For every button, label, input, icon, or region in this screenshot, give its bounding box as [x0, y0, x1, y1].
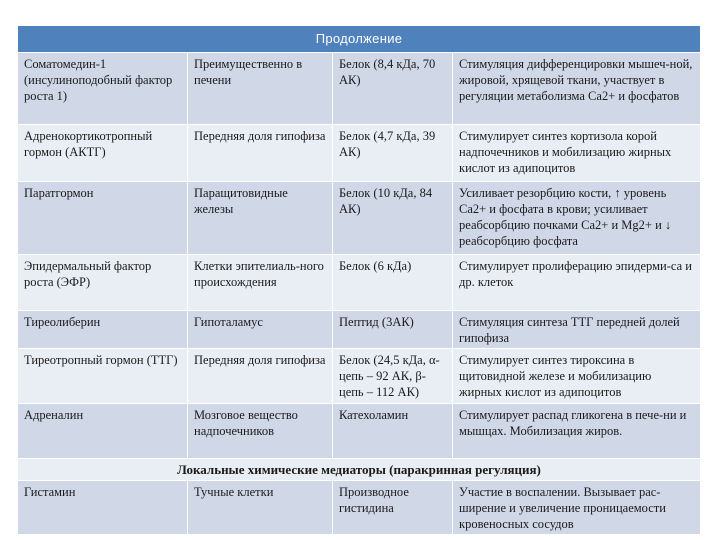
cell-structure: Производное гистидина — [333, 481, 453, 535]
cell-structure: Белок (6 кДа) — [333, 255, 453, 311]
table-row — [18, 311, 701, 349]
cell-structure: Белок (24,5 кДа, α-цепь – 92 АК, β-цепь – 112 АК) — [333, 349, 453, 404]
table-row — [18, 404, 701, 459]
cell-source: Паращитовидные железы — [188, 182, 333, 255]
cell-hormone: Тиреотропный гормон (ТТГ) — [18, 349, 188, 404]
cell-source: Передняя доля гипофиза — [188, 125, 333, 182]
table-row — [18, 182, 701, 255]
table-row — [18, 349, 701, 404]
cell-structure: Пептид (3АК) — [333, 311, 453, 349]
cell-function: Усиливает резорбцию кости, ↑ уровень Ca2+ и фосфата в крови; усиливает реабсорбцию почками Ca2+ и Mg2+ и ↓ реабсорбцию фосфата — [453, 182, 701, 255]
cell-structure: Катехоламин — [333, 404, 453, 459]
cell-hormone: Соматомедин-1 (инсулиноподобный фактор роста 1) — [18, 53, 188, 125]
hormone-table — [17, 25, 701, 535]
table-header-row — [18, 26, 701, 53]
cell-source: Гипоталамус — [188, 311, 333, 349]
cell-function: Стимулирует синтез кортизола корой надпочечников и мобилизацию жирных кислот из адипоцитов — [453, 125, 701, 182]
cell-function: Стимулирует синтез тироксина в щитовидной железе и мобилизацию жирных кислот из адипоцитов — [453, 349, 701, 404]
cell-structure: Белок (10 кДа, 84 АК) — [333, 182, 453, 255]
cell-hormone: Адреналин — [18, 404, 188, 459]
cell-hormone: Эпидермальный фактор роста (ЭФР) — [18, 255, 188, 311]
cell-structure: Белок (4,7 кДа, 39 АК) — [333, 125, 453, 182]
cell-hormone: Паратгормон — [18, 182, 188, 255]
table-row — [18, 481, 701, 535]
cell-hormone: Гистамин — [18, 481, 188, 535]
cell-function: Участие в воспалении. Вызывает рас-ширение и увеличение проницаемости кровеносных сосудов — [453, 481, 701, 535]
cell-function: Стимулирует пролиферацию эпидерми-са и др. клеток — [453, 255, 701, 311]
cell-hormone: Тиреолиберин — [18, 311, 188, 349]
cell-source: Клетки эпителиаль-ного происхождения — [188, 255, 333, 311]
cell-structure: Белок (8,4 кДа, 70 АК) — [333, 53, 453, 125]
cell-function: Стимуляция дифференцировки мышеч-ной, жировой, хрящевой ткани, участвует в регуляции метаболизма Ca2+ и фосфатов — [453, 53, 701, 125]
table-title: Продолжение — [18, 26, 701, 53]
cell-source: Передняя доля гипофиза — [188, 349, 333, 404]
table-row — [18, 125, 701, 182]
cell-function: Стимулирует распад гликогена в пече-ни и мышцах. Мобилизация жиров. — [453, 404, 701, 459]
section-title: Локальные химические медиаторы (паракринная регуляция) — [18, 459, 701, 481]
cell-function: Стимуляция синтеза ТТГ передней долей гипофиза — [453, 311, 701, 349]
table-row — [18, 255, 701, 311]
cell-source: Преимущественно в печени — [188, 53, 333, 125]
table-row — [18, 53, 701, 125]
section-header-row — [18, 459, 701, 481]
cell-source: Мозговое вещество надпочечников — [188, 404, 333, 459]
cell-hormone: Адренокортикотропный гормон (АКТГ) — [18, 125, 188, 182]
cell-source: Тучные клетки — [188, 481, 333, 535]
